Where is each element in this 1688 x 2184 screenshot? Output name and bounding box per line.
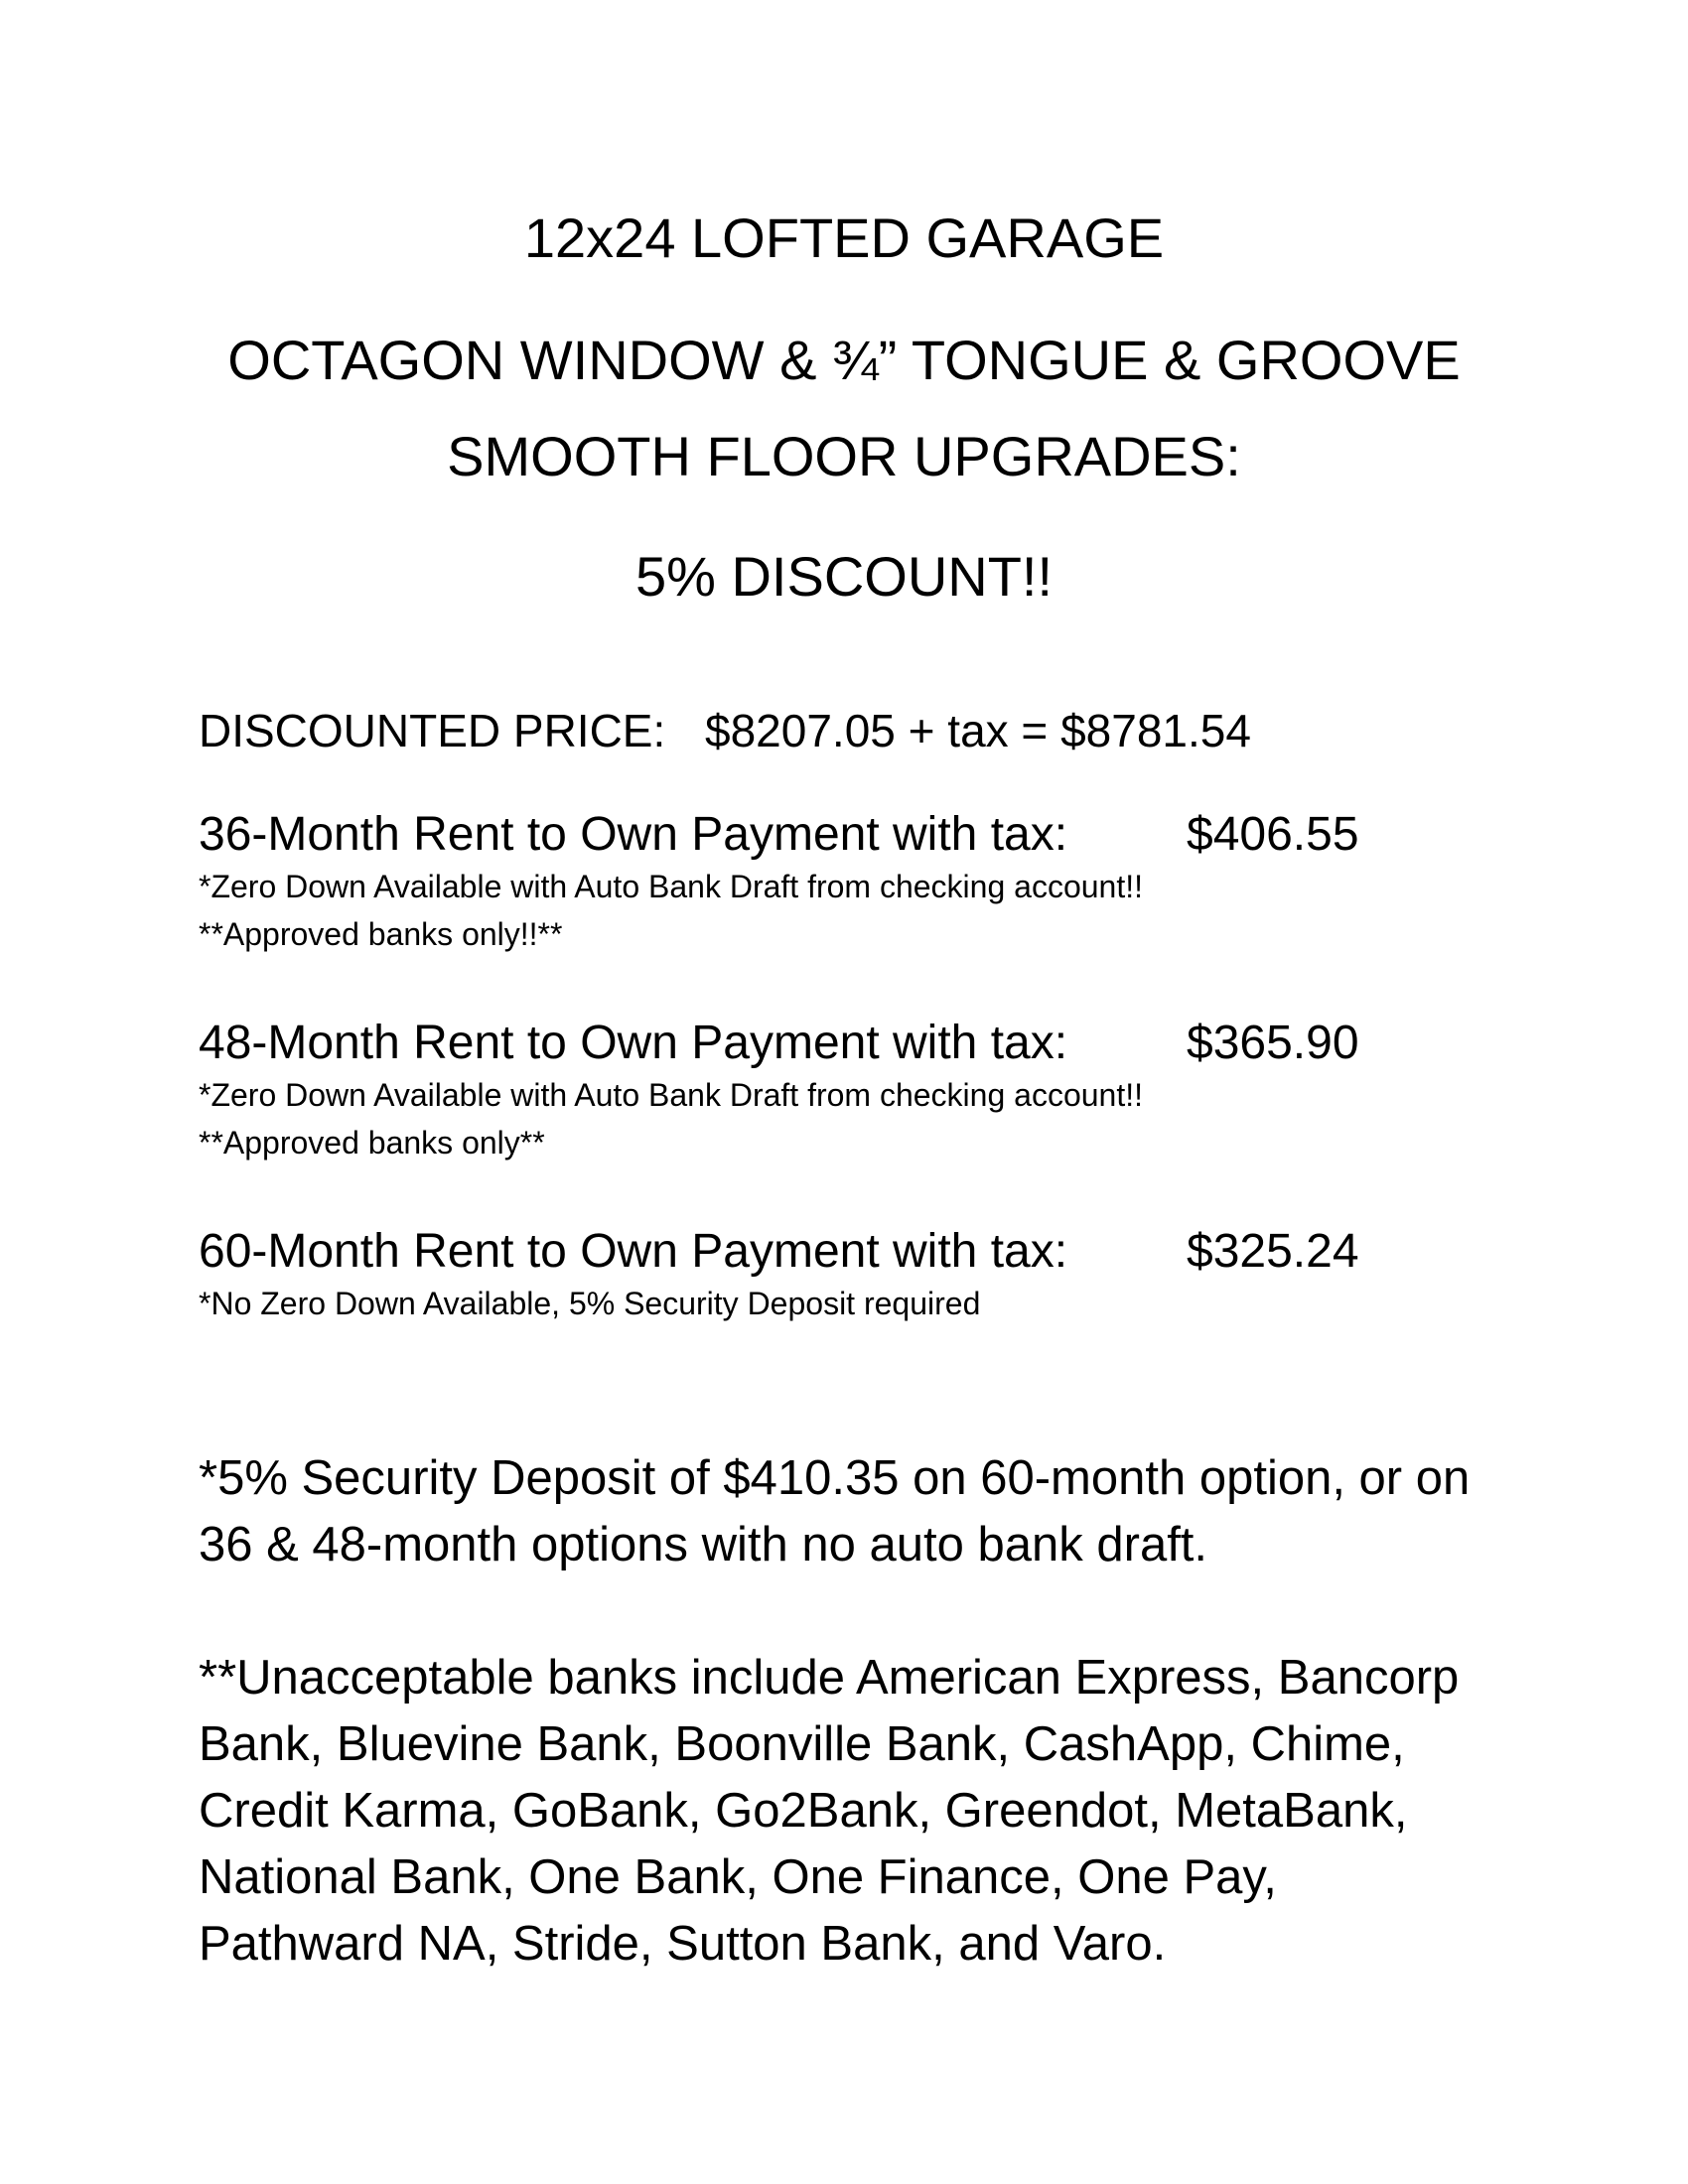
option-36-note-1: *Zero Down Available with Auto Bank Draft from checking account!! bbox=[199, 869, 1143, 904]
discounted-price-label: DISCOUNTED PRICE: bbox=[199, 705, 666, 756]
option-48-row bbox=[199, 1017, 1359, 1069]
option-36-amount: $406.55 bbox=[1187, 808, 1359, 861]
option-48-amount: $365.90 bbox=[1187, 1017, 1359, 1069]
discounted-price-row bbox=[199, 705, 1251, 756]
option-60-row bbox=[199, 1225, 1359, 1278]
discounted-price-value: $8207.05 + tax = $8781.54 bbox=[705, 705, 1251, 756]
option-60-label: 60-Month Rent to Own Payment with tax: bbox=[199, 1225, 1068, 1278]
page-title: 12x24 LOFTED GARAGE bbox=[523, 206, 1165, 269]
option-48-note-1: *Zero Down Available with Auto Bank Draft from checking account!! bbox=[199, 1077, 1143, 1113]
option-36-note-2: **Approved banks only!!** bbox=[199, 916, 563, 952]
upgrade-line-1: OCTAGON WINDOW & ¾” TONGUE & GROOVE bbox=[227, 329, 1461, 391]
option-36-row bbox=[199, 808, 1359, 861]
option-60-note-1: *No Zero Down Available, 5% Security Deposit required bbox=[199, 1286, 981, 1321]
unacceptable-banks-footnote: **Unacceptable banks include American Express, Bancorp Bank, Bluevine Bank, Boonville Bank, CashApp, Chime, Credit Karma, GoBank, Go2Bank, Greendot, MetaBank, National Bank, One Bank, One Finance, One Pay, Pathward NA, Stride, Sutton Bank, and Varo. bbox=[199, 1651, 1460, 1971]
discount-banner: 5% DISCOUNT!! bbox=[634, 545, 1054, 608]
security-deposit-footnote: *5% Security Deposit of $410.35 on 60-month option, or on 36 & 48-month options with no auto bank draft. bbox=[199, 1451, 1471, 1571]
option-48-note-2: **Approved banks only** bbox=[199, 1125, 545, 1160]
option-36-label: 36-Month Rent to Own Payment with tax: bbox=[199, 808, 1068, 861]
option-48-label: 48-Month Rent to Own Payment with tax: bbox=[199, 1017, 1068, 1069]
option-60-amount: $325.24 bbox=[1187, 1225, 1359, 1278]
upgrade-line-2: SMOOTH FLOOR UPGRADES: bbox=[447, 425, 1241, 487]
